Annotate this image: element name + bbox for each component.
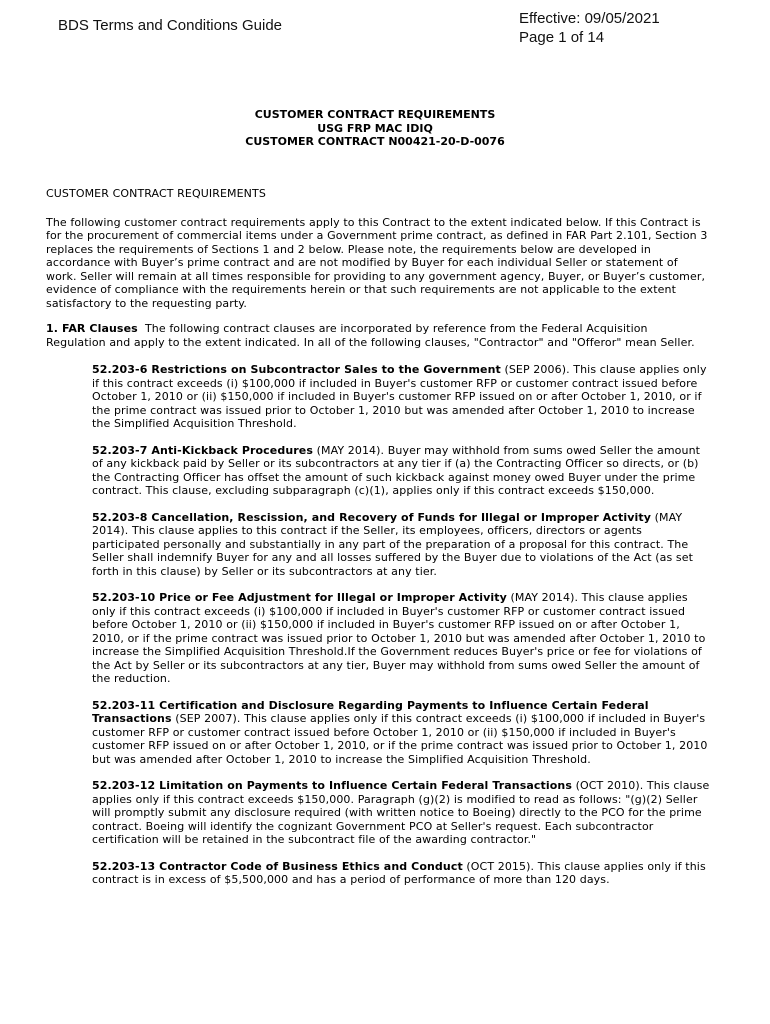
- clause-text: (SEP 2006). This clause applies only if this contract exceeds (i) $100,000 if included in Buyer's customer RFP or customer contract issued before October 1, 2010 or (ii) $150,000 if included in Buyer's customer RFP issued on or after October 1, 2010, or if the prime contract was issued prior to October 1, 2010 but was amended after October 1, 2010 to increase the Simplified Acquisition Threshold.: [92, 363, 707, 430]
- clause-item: [92, 591, 710, 686]
- far-clauses-paragraph: [46, 322, 710, 349]
- clause-item: [92, 511, 710, 579]
- page-meta: [519, 9, 660, 47]
- clause-title: 52.203-12 Limitation on Payments to Influence Certain Federal Transactions: [92, 779, 572, 792]
- clause-text: (OCT 2010). This clause applies only if this contract exceeds $150,000. Paragraph (g)(2) is modified to read as follows: "(g)(2) Seller will promptly submit any disclosure required (with written notice to Boeing) directly to the PCO for the prime contract. Boeing will identify the cognizant Government PCO at Seller's request. Each subcontractor certification will be retained in the subcontract file of the awarding contractor.": [92, 779, 710, 846]
- document-body: [46, 187, 710, 900]
- clause-item: [92, 779, 710, 847]
- clause-text: (MAY 2014). This clause applies only if this contract exceeds (i) $100,000 if included in Buyer's customer RFP or customer contract issued before October 1, 2010 or (ii) $150,000 if included in Buyer's customer RFP issued on or after October 1, 2010, or if the prime contract was issued prior to October 1, 2010 but was amended after October 1, 2010 to increase the Simplified Acquisition Threshold.If the Government reduces Buyer's price or fee for violations of the Act by Seller or its subcontractors at any tier, Buyer may withhold from sums owed Seller the amount of the reduction.: [92, 591, 706, 685]
- title-line: CUSTOMER CONTRACT REQUIREMENTS: [254, 108, 496, 121]
- clause-title: 52.203-10 Price or Fee Adjustment for Illegal or Improper Activity: [92, 591, 507, 604]
- clause-title: 52.203-6 Restrictions on Subcontractor Sales to the Government: [92, 363, 501, 376]
- clause-title: 52.203-7 Anti-Kickback Procedures: [92, 443, 313, 457]
- far-clauses-label: 1. FAR Clauses: [46, 322, 138, 335]
- clause-text: (SEP 2007). This clause applies only if this contract exceeds (i) $100,000 if included in Buyer's customer RFP or customer contract issued before October 1, 2010 or (ii) $150,000 if included in Buyer's customer RFP issued on or after October 1, 2010, or if the prime contract was issued prior to October 1, 2010 but was amended after October 1, 2010 to increase the Simplified Acquisition Threshold.: [92, 712, 708, 766]
- section-heading: CUSTOMER CONTRACT REQUIREMENTS: [46, 187, 266, 200]
- clause-title: 52.203-8 Cancellation, Rescission, and Recovery of Funds for Illegal or Improper Activity: [92, 510, 652, 524]
- clause-item: [92, 363, 710, 431]
- clause-text: (OCT 2015). This clause applies only if this contract is in excess of $5,500,000 and has a period of performance of more than 120 days.: [92, 859, 706, 886]
- guide-title: BDS Terms and Conditions Guide: [58, 17, 283, 34]
- clause-item: [92, 699, 710, 767]
- far-clauses-text: The following contract clauses are incorporated by reference from the Federal Acquisition Regulation and apply to the extent indicated. In all of the following clauses, "Contractor" and "Offeror" mean Seller.: [46, 322, 695, 349]
- effective-date: Effective: 09/05/2021: [519, 10, 660, 27]
- clause-item: [92, 860, 710, 887]
- clause-text: (MAY 2014). This clause applies to this contract if the Seller, its employees, officers, directors or agents participated personally and substantially in any part of the preparation of a proposal for this contract. The Seller shall indemnify Buyer for any and all losses suffered by the Buyer due to violations of the Act (as set forth in this clause) by Seller or its subcontractors at any tier.: [92, 510, 693, 578]
- title-line: CUSTOMER CONTRACT N00421-20-D-0076: [245, 135, 505, 148]
- page-number: Page 1 of 14: [519, 29, 605, 46]
- document-title: [0, 108, 750, 149]
- clause-title: 52.203-13 Contractor Code of Business Ethics and Conduct: [92, 859, 463, 873]
- clause-text: (MAY 2014). Buyer may withhold from sums owed Seller the amount of any kickback paid by Seller or its subcontractors at any tier if (a) the Contracting Officer so directs, or (b) the Contracting Officer has offset the amount of such kickback against money owed Buyer under the prime contract. This clause, excluding subparagraph (c)(1), applies only if this contract exceeds $150,000.: [92, 443, 701, 497]
- clause-item: [92, 444, 710, 498]
- clause-title: 52.203-11 Certification and Disclosure Regarding Payments to Influence Certain Federal Transactions: [92, 698, 649, 725]
- title-line: USG FRP MAC IDIQ: [317, 121, 433, 135]
- clause-list: [92, 363, 710, 887]
- intro-paragraph: The following customer contract requirements apply to this Contract to the extent indicated below. If this Contract is for the procurement of commercial items under a Government prime contract, as defined in FAR Part 2.101, Section 3 replaces the requirements of Sections 1 and 2 below. Please note, the requirements below are developed in accordance with Buyer’s prime contract and are not modified by Buyer for each individual Seller or statement of work. Seller will remain at all times responsible for providing to any government agency, Buyer, or Buyer’s customer, evidence of compliance with the requirements herein or that such requirements are not applicable to the extent satisfactory to the requesting party.: [46, 215, 708, 310]
